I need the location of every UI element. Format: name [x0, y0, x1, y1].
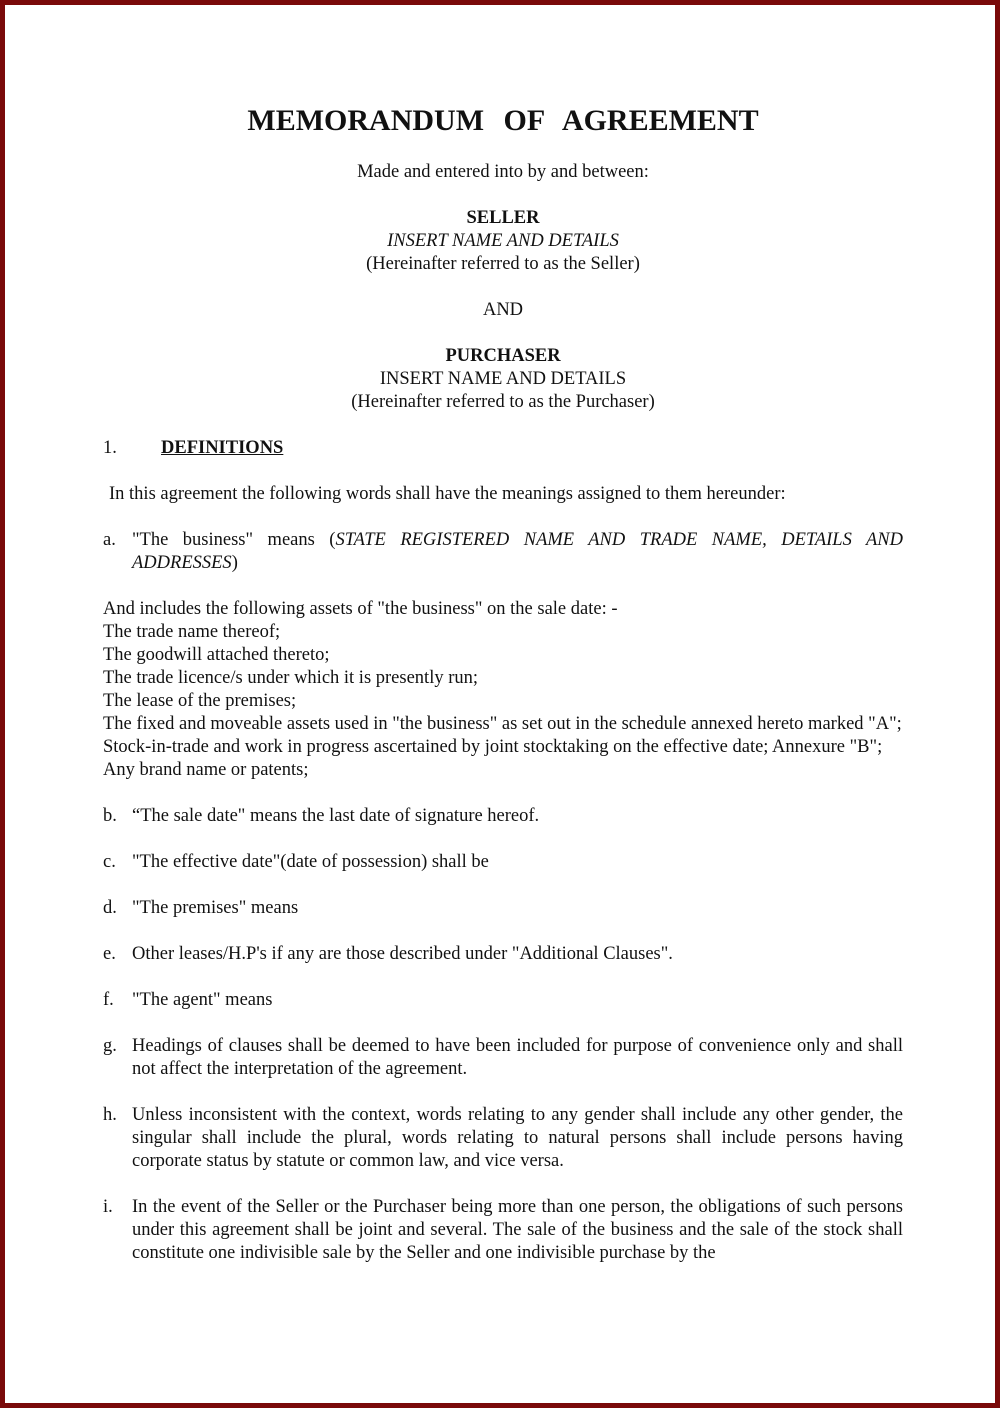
- item-letter: g.: [103, 1036, 117, 1056]
- spacer: [103, 828, 903, 851]
- item-text: In the event of the Seller or the Purchaser being more than one person, the obligations of such persons under this agreement shall be joint and several. The sale of the business and the sale of the stock shall constitute one indivisible sale by the Seller and one indivisible purchase by the: [132, 1197, 903, 1263]
- definition-item-h: [103, 1104, 903, 1173]
- item-letter: a.: [103, 530, 116, 550]
- spacer: [103, 460, 903, 483]
- item-text: “The sale date" means the last date of signature hereof.: [132, 806, 540, 826]
- purchaser-label: PURCHASER: [445, 346, 561, 366]
- item-letter: i.: [103, 1197, 113, 1217]
- item-text: Other leases/H.P's if any are those described under "Additional Clauses".: [132, 944, 673, 964]
- and-text: AND: [482, 300, 524, 320]
- purchaser-details: INSERT NAME AND DETAILS: [379, 369, 627, 389]
- spacer: [103, 1012, 903, 1035]
- section-title: DEFINITIONS: [161, 438, 284, 458]
- asset-line: The fixed and moveable assets used in "the business" as set out in the schedule annexed hereto marked "A";: [103, 714, 902, 734]
- spacer: [103, 506, 903, 529]
- definition-item-b: [103, 805, 903, 828]
- item-letter: b.: [103, 806, 117, 826]
- item-text: "The agent" means: [132, 990, 273, 1010]
- spacer: [103, 782, 903, 805]
- item-text-suffix: ): [231, 553, 238, 573]
- definition-item-a: [103, 529, 903, 575]
- spacer: [103, 1081, 903, 1104]
- definition-item-g: [103, 1035, 903, 1081]
- asset-line: Any brand name or patents;: [103, 760, 309, 780]
- section-heading: [103, 437, 903, 460]
- spacer: [103, 575, 903, 598]
- document-content: [103, 103, 903, 1265]
- definition-item-e: [103, 943, 903, 966]
- item-text: [132, 529, 903, 575]
- item-text-italic: STATE REGISTERED NAME AND TRADE NAME, DETAILS AND ADDRESSES: [132, 530, 903, 573]
- item-letter: f.: [103, 990, 114, 1010]
- assets-intro: And includes the following assets of "the business" on the sale date: -: [103, 599, 618, 619]
- item-text: Unless inconsistent with the context, words relating to any gender shall include any other gender, the singular shall include the plural, words relating to natural persons shall include persons having corporate status by statute or common law, and vice versa.: [132, 1105, 903, 1171]
- definition-item-i: [103, 1196, 903, 1265]
- asset-line: Stock-in-trade and work in progress ascertained by joint stocktaking on the effective date; Annexure "B";: [103, 737, 883, 757]
- seller-referred: (Hereinafter referred to as the Seller): [366, 254, 640, 274]
- section-lead: In this agreement the following words shall have the meanings assigned to them hereunder:: [109, 484, 786, 504]
- item-text-prefix: "The business" means (: [132, 530, 336, 550]
- definition-item-d: [103, 897, 903, 920]
- seller-details: INSERT NAME AND DETAILS: [387, 231, 619, 251]
- item-letter: d.: [103, 898, 117, 918]
- asset-line: The trade name thereof;: [103, 622, 281, 642]
- spacer: [103, 920, 903, 943]
- spacer: [103, 874, 903, 897]
- item-letter: h.: [103, 1105, 117, 1125]
- seller-label: SELLER: [466, 208, 540, 228]
- definition-item-c: [103, 851, 903, 874]
- spacer: [103, 414, 903, 437]
- spacer: [103, 322, 903, 345]
- item-letter: e.: [103, 944, 116, 964]
- item-text: "The premises" means: [132, 898, 299, 918]
- asset-line: The goodwill attached thereto;: [103, 645, 330, 665]
- item-text: Headings of clauses shall be deemed to have been included for purpose of convenience only and shall not affect the interpretation of the agreement.: [132, 1036, 903, 1079]
- item-letter: c.: [103, 852, 116, 872]
- asset-line: The trade licence/s under which it is presently run;: [103, 668, 479, 688]
- spacer: [103, 966, 903, 989]
- definition-item-f: [103, 989, 903, 1012]
- section-number: 1.: [103, 438, 117, 458]
- asset-line: The lease of the premises;: [103, 691, 297, 711]
- document-title: MEMORANDUM OF AGREEMENT: [247, 104, 759, 137]
- spacer: [103, 1173, 903, 1196]
- item-text: "The effective date"(date of possession) shall be: [132, 852, 489, 872]
- spacer: [103, 276, 903, 299]
- purchaser-referred: (Hereinafter referred to as the Purchaser): [351, 392, 655, 412]
- intro-line: Made and entered into by and between:: [357, 162, 649, 182]
- spacer: [103, 184, 903, 207]
